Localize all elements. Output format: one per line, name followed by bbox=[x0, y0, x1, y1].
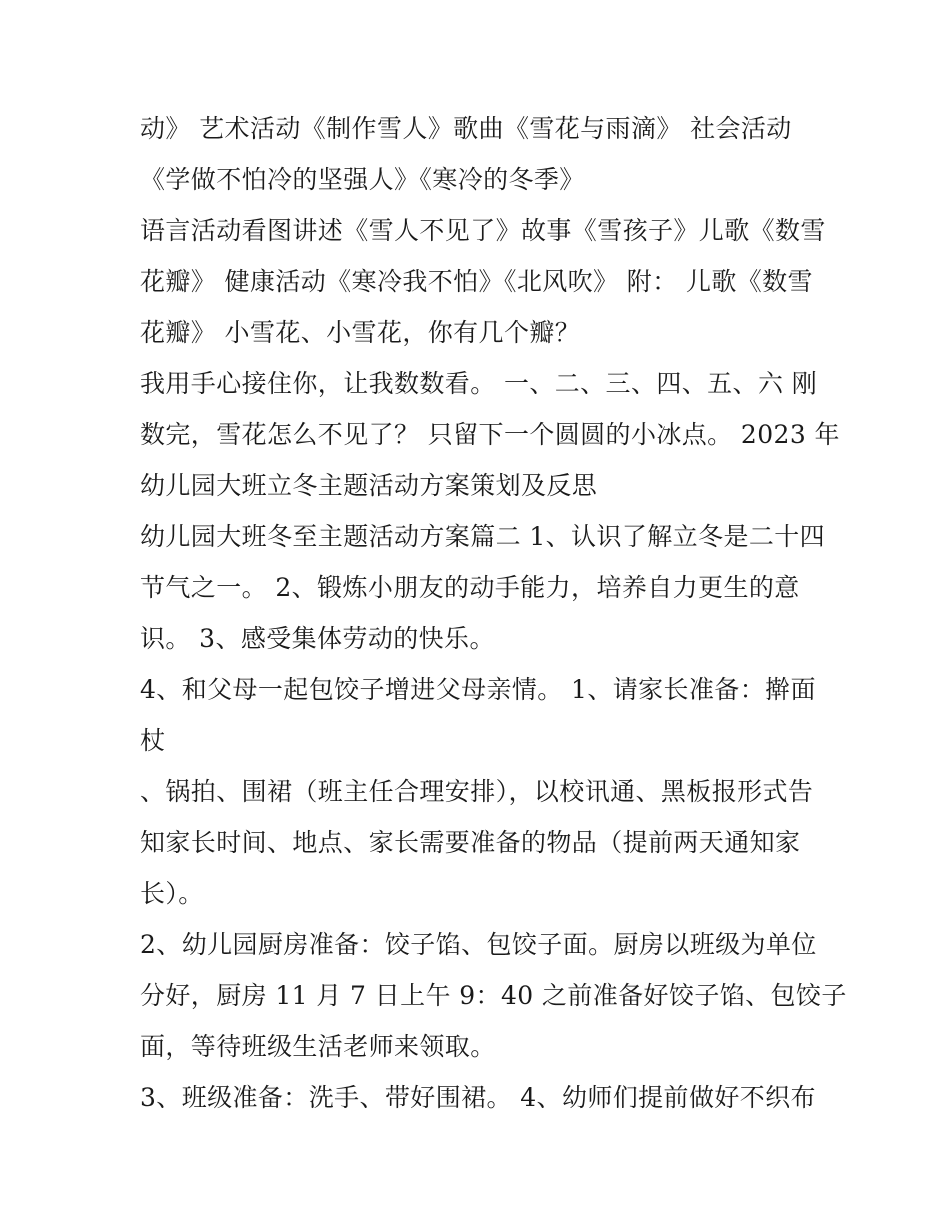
text-line-9: 幼儿园大班冬至主题活动方案篇二 1、认识了解立冬是二十四 bbox=[140, 522, 826, 551]
text-line-14: 、锅拍、围裙（班主任合理安排），以校讯通、黑板报形式告 bbox=[140, 777, 814, 806]
text-line-12: 4、和父母一起包饺子增进父母亲情。 1、请家长准备：擀面 bbox=[140, 675, 816, 704]
text-line-2: 《学做不怕冷的坚强人》《寒冷的冬季》 bbox=[140, 165, 585, 194]
text-line-16: 长）。 bbox=[140, 879, 204, 908]
text-line-4: 花瓣》 健康活动《寒冷我不怕》《北风吹》 附： 儿歌《数雪 bbox=[140, 267, 813, 296]
text-line-15: 知家长时间、地点、家长需要准备的物品（提前两天通知家 bbox=[140, 828, 801, 857]
text-line-13: 杖 bbox=[140, 726, 166, 755]
text-line-7: 数完，雪花怎么不见了？ 只留下一个圆圆的小冰点。 2023 年 bbox=[140, 420, 840, 449]
text-line-5: 花瓣》 小雪花、小雪花，你有几个瓣？ bbox=[140, 318, 581, 347]
text-line-20: 3、班级准备：洗手、带好围裙。 4、幼师们提前做好不织布 bbox=[140, 1083, 816, 1112]
text-line-1: 动》 艺术活动《制作雪人》歌曲《雪花与雨滴》 社会活动 bbox=[140, 114, 792, 143]
text-line-6: 我用手心接住你，让我数数看。 一、二、三、四、五、六 刚 bbox=[140, 369, 818, 398]
text-line-17: 2、幼儿园厨房准备：饺子馅、包饺子面。厨房以班级为单位 bbox=[140, 930, 817, 959]
text-line-8: 幼儿园大班立冬主题活动方案策划及反思 bbox=[140, 471, 598, 500]
text-line-10: 节气之一。 2、锻炼小朋友的动手能力，培养自力更生的意 bbox=[140, 573, 800, 602]
text-line-11: 识。 3、感受集体劳动的快乐。 bbox=[140, 624, 495, 653]
text-line-18: 分好，厨房 11 月 7 日上午 9：40 之前准备好饺子馅、包饺子 bbox=[140, 981, 847, 1010]
text-line-19: 面，等待班级生活老师来领取。 bbox=[140, 1032, 496, 1061]
text-line-3: 语言活动看图讲述《雪人不见了》故事《雪孩子》儿歌《数雪 bbox=[140, 216, 826, 245]
